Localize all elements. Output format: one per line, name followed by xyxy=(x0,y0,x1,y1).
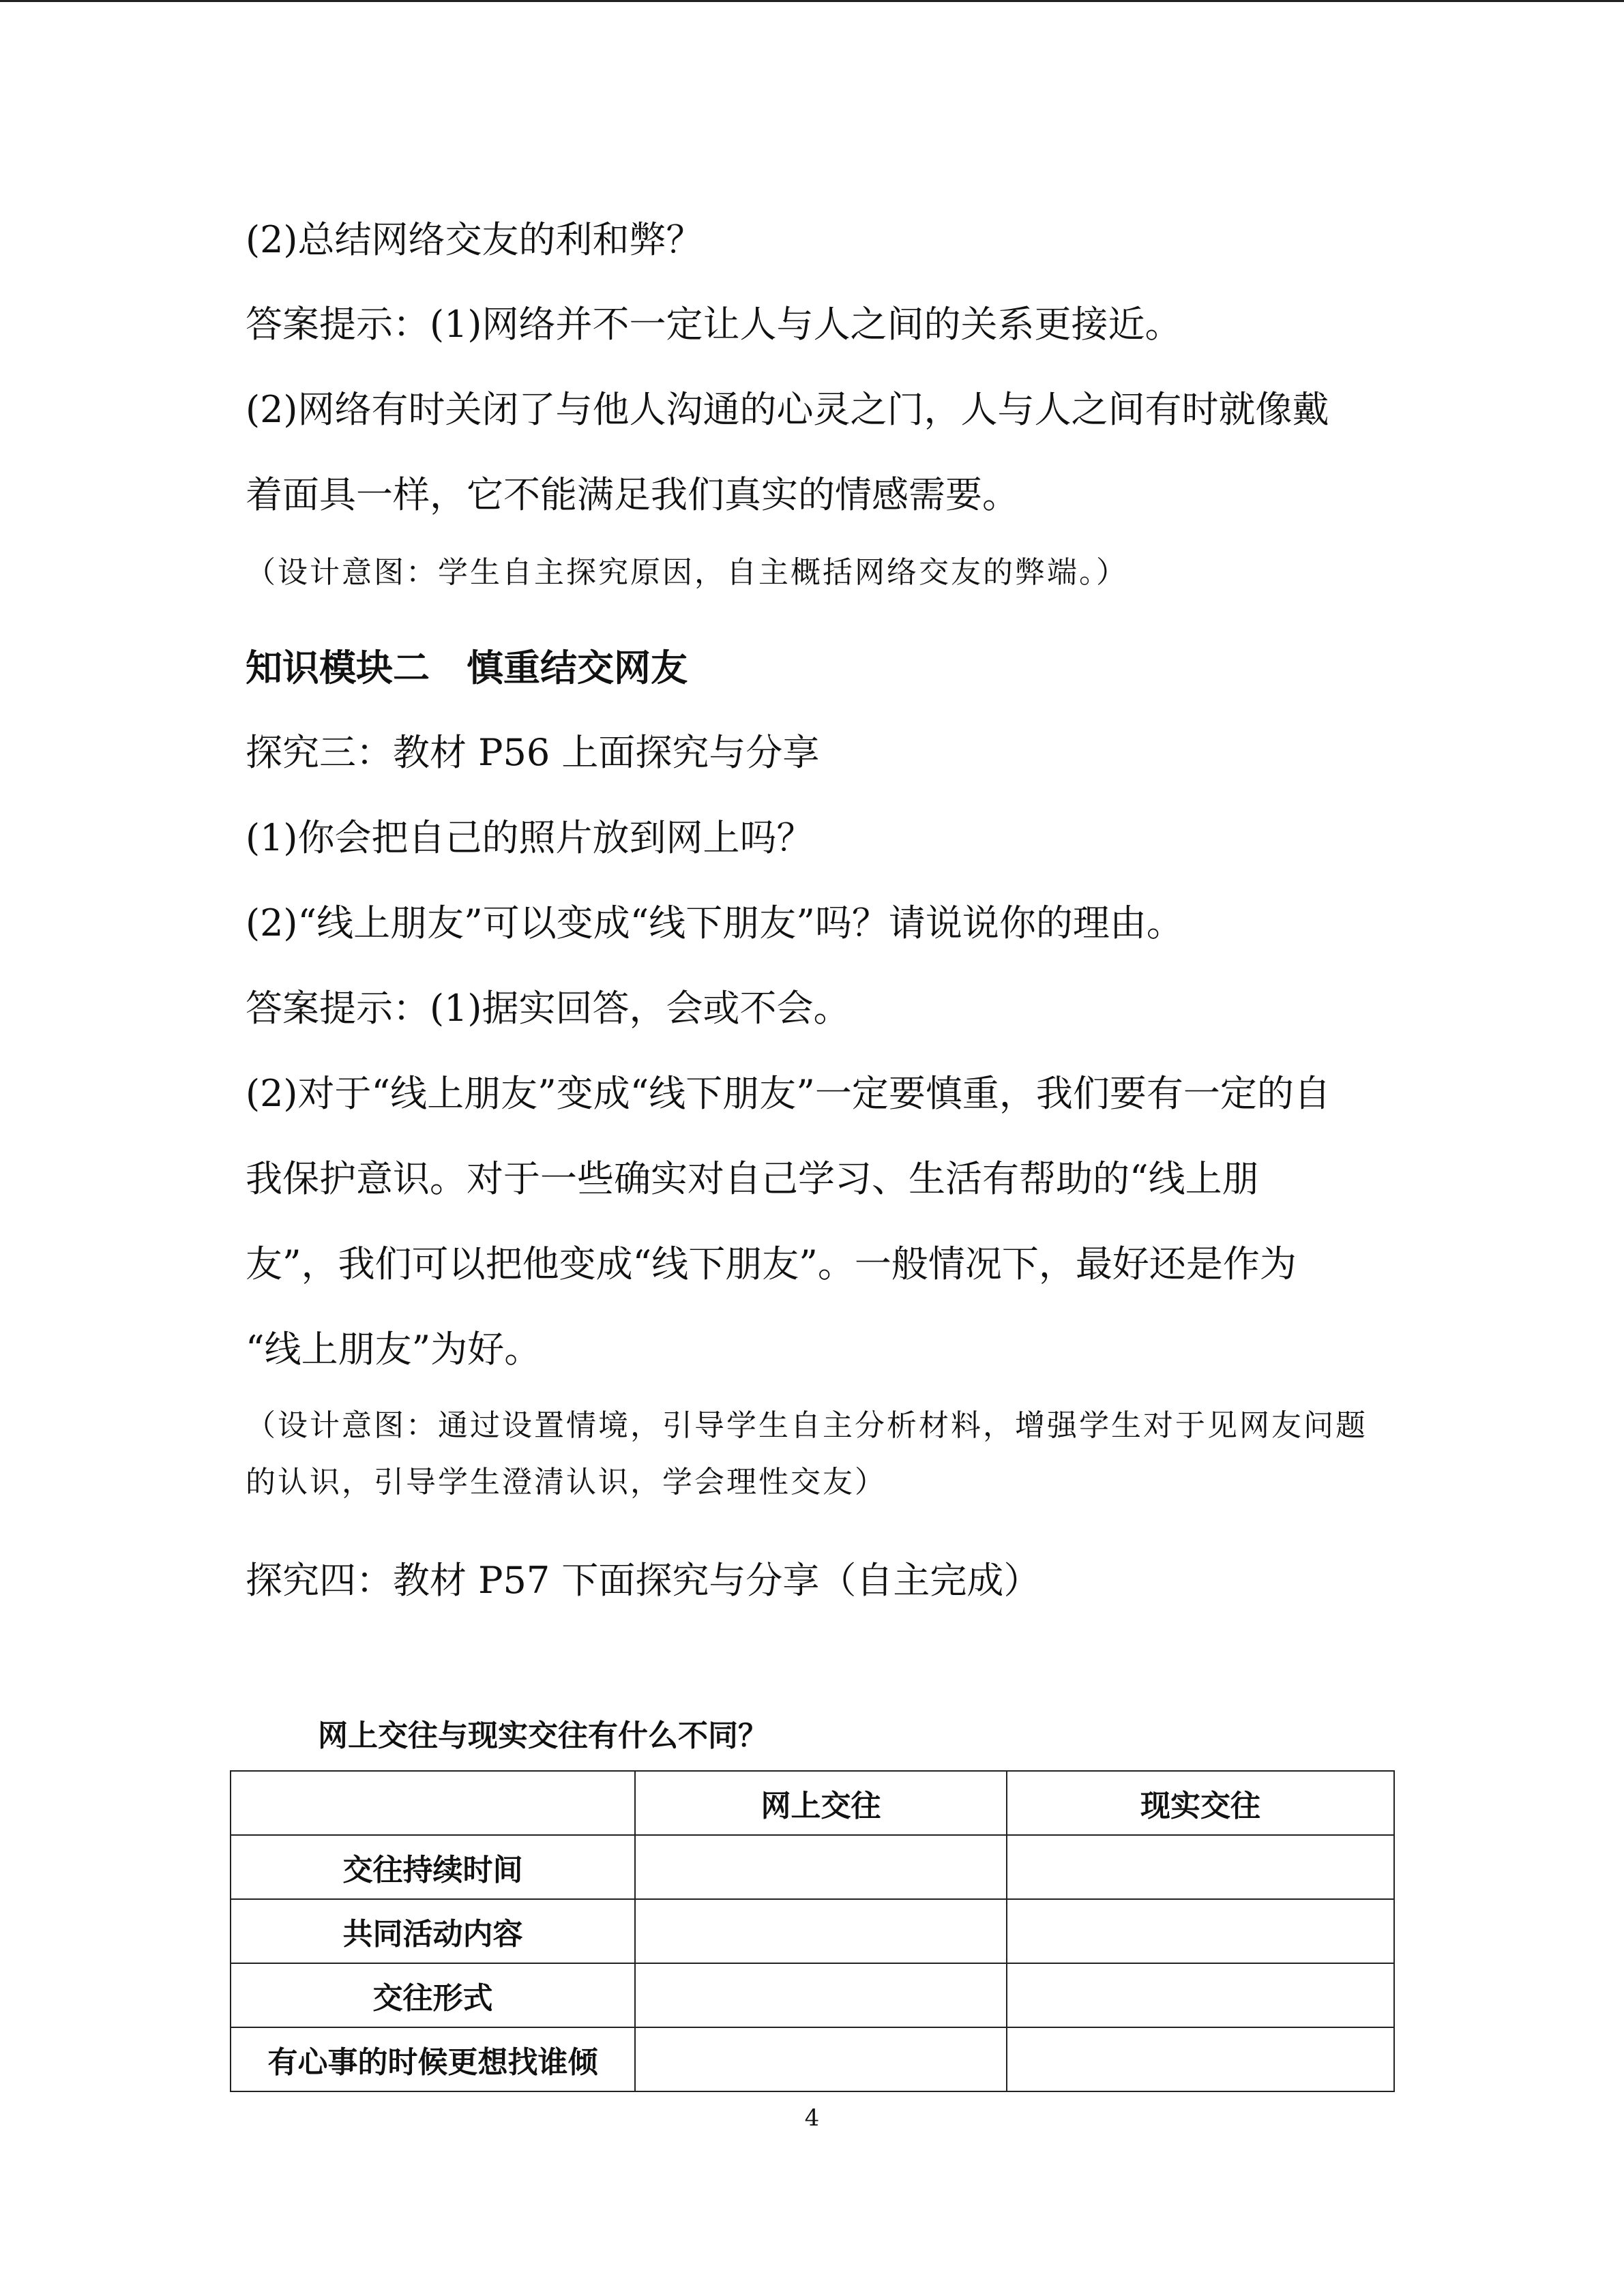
inquiry3-question-2: (2)“线上朋友”可以变成“线下朋友”吗？请说说你的理由。 xyxy=(246,901,1183,944)
table-row xyxy=(231,1899,1394,1963)
table-header-row xyxy=(231,1771,1394,1835)
cell-offline-confide xyxy=(1007,2027,1394,2091)
design-note-2-line-2: 的认识，引导学生澄清认识，学会理性交友） xyxy=(246,1465,887,1500)
table-header-empty xyxy=(231,1771,635,1835)
table-row xyxy=(231,1835,1394,1899)
inquiry3-question-1: (1)你会把自己的照片放到网上吗？ xyxy=(246,816,814,859)
module-heading: 知识模块二 慎重结交网友 xyxy=(246,646,688,689)
design-note-1: （设计意图：学生自主探究原因，自主概括网络交友的弊端。） xyxy=(246,555,1128,590)
cell-offline-form xyxy=(1007,1963,1394,2027)
cell-online-confide xyxy=(635,2027,1007,2091)
answer-hint-2-line-1: (2)网络有时关闭了与他人沟通的心灵之门，人与人之间有时就像戴 xyxy=(246,388,1329,431)
cell-online-duration xyxy=(635,1835,1007,1899)
inquiry4-title: 探究四：教材 P57 下面探究与分享（自主完成） xyxy=(246,1559,1041,1602)
row-label-activities: 共同活动内容 xyxy=(231,1899,635,1963)
table-header-offline: 现实交往 xyxy=(1007,1771,1394,1835)
page-top-border xyxy=(0,0,1624,2)
cell-offline-activities xyxy=(1007,1899,1394,1963)
table-header-online: 网上交往 xyxy=(635,1771,1007,1835)
answer-hint-2-line-2: 着面具一样，它不能满足我们真实的情感需要。 xyxy=(246,473,1019,516)
inquiry3-answer-2-line-1: (2)对于“线上朋友”变成“线下朋友”一定要慎重，我们要有一定的自 xyxy=(246,1072,1331,1115)
inquiry3-title: 探究三：教材 P56 上面探究与分享 xyxy=(246,731,820,774)
inquiry3-answer-2-line-4: “线上朋友”为好。 xyxy=(246,1328,542,1371)
row-label-duration: 交往持续时间 xyxy=(231,1835,635,1899)
inquiry3-answer-2-line-3: 友”，我们可以把他变成“线下朋友”。一般情况下，最好还是作为 xyxy=(246,1242,1297,1285)
design-note-2-line-1: （设计意图：通过设置情境，引导学生自主分析材料，增强学生对于见网友问题 xyxy=(246,1408,1368,1443)
inquiry3-answer-2-line-2: 我保护意识。对于一些确实对自己学习、生活有帮助的“线上朋 xyxy=(246,1157,1259,1200)
table-row xyxy=(231,1963,1394,2027)
cell-online-activities xyxy=(635,1899,1007,1963)
row-label-confide: 有心事的时候更想找谁倾 xyxy=(231,2027,635,2091)
cell-online-form xyxy=(635,1963,1007,2027)
page-number: 4 xyxy=(804,2104,820,2132)
cell-offline-duration xyxy=(1007,1835,1394,1899)
question-summary-pros-cons: (2)总结网络交友的利和弊？ xyxy=(246,218,703,261)
comparison-table xyxy=(230,1770,1395,2092)
inquiry3-answer-1: 答案提示：(1)据实回答，会或不会。 xyxy=(246,987,851,1030)
answer-hint-1: 答案提示：(1)网络并不一定让人与人之间的关系更接近。 xyxy=(246,303,1182,346)
table-row xyxy=(231,2027,1394,2091)
row-label-form: 交往形式 xyxy=(231,1963,635,2027)
table-caption: 网上交往与现实交往有什么不同？ xyxy=(318,1718,768,1753)
